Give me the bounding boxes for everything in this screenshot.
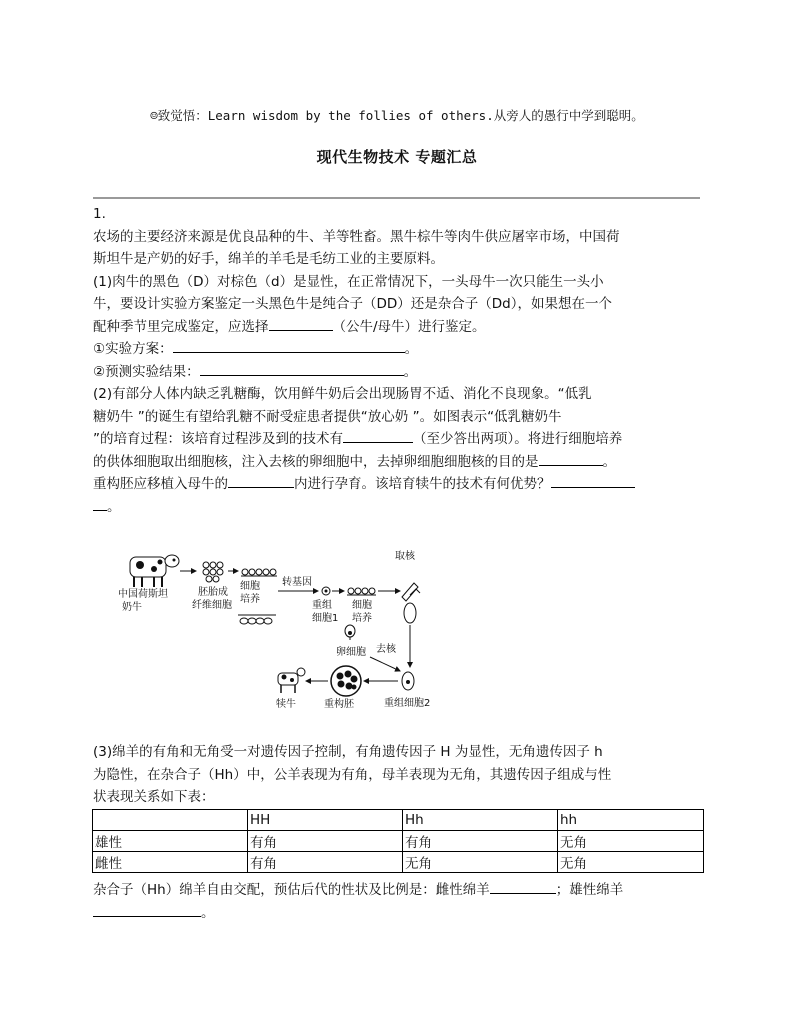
label-recombinant2: 重组细胞2 <box>384 698 431 709</box>
part2-line <box>93 451 701 474</box>
label-take-nucleus: 取核 <box>395 551 415 562</box>
label-egg: 卵细胞 <box>336 647 366 658</box>
part2-text: ”的培育过程：该培育过程涉及到的技术有 <box>93 431 343 447</box>
page-title: 现代生物技术 专题汇总 <box>316 148 478 166</box>
final-text: 杂合子（Hh）绵羊自由交配，预估后代的性状及比例是：雌性绵羊 <box>93 882 490 898</box>
answer-blank[interactable] <box>93 903 201 917</box>
label-transgene: 转基因 <box>282 577 312 588</box>
table-cell: 无角 <box>558 852 704 873</box>
cell-culture-icon <box>347 588 376 595</box>
part1-line <box>93 316 701 339</box>
table-row <box>93 831 704 852</box>
final-line <box>93 879 703 902</box>
part1-line: (1)肉牛的黑色（D）对棕色（d）是显性，在正常情况下，一头母牛一次只能生一头小 <box>93 273 604 290</box>
part2-text: （至少答出两项）。将进行细胞培养 <box>413 431 623 447</box>
answer-blank[interactable] <box>539 452 603 466</box>
nucleus-cell-icon <box>404 603 416 623</box>
question-number: 1. <box>93 206 106 222</box>
part2-line <box>93 428 701 451</box>
label-donor: 中国荷斯坦 <box>118 589 168 600</box>
part2-text: 重构胚应移植入母牛的 <box>93 476 228 492</box>
label-culture: 细胞 <box>240 581 260 592</box>
table-header-cell: HH <box>248 810 403 831</box>
label-embryo: 重构胚 <box>324 699 354 710</box>
table-header-cell: hh <box>558 810 704 831</box>
part1-text: 配种季节里完成鉴定，应选择 <box>93 318 269 335</box>
part2-line <box>93 496 701 519</box>
label-culture: 培养 <box>352 613 372 624</box>
nucleus-dot <box>406 680 410 684</box>
final-text: 。 <box>201 904 215 921</box>
final-text: ；雄性绵羊 <box>555 882 624 898</box>
table-cell: 雄性 <box>93 831 248 852</box>
part3-line: (3)绵羊的有角和无角受一对遗传因子控制，有角遗传因子 H 为显性，无角遗传因子 h <box>93 744 603 760</box>
part3-text <box>93 741 703 809</box>
dairy-cow-icon <box>130 555 179 587</box>
result-label: ②预测实验结果： <box>93 363 200 380</box>
label-fibroblast: 胚胎成 <box>198 587 228 598</box>
cloning-process-diagram <box>110 545 470 715</box>
genotype-table <box>92 809 704 873</box>
pipette-icon <box>402 583 420 601</box>
answer-blank[interactable] <box>551 474 635 488</box>
answer-blank[interactable] <box>490 880 556 894</box>
final-question <box>93 879 703 924</box>
calf-icon <box>278 668 305 693</box>
embryo-icon <box>331 666 361 696</box>
part2-line: (2)有部分人体内缺乏乳糖酶，饮用鲜牛奶后会出现肠胃不适、消化不良现象。“低乳 <box>93 386 592 402</box>
part3-line: 为隐性，在杂合子（Hh）中，公羊表现为有角，母羊表现为无角，其遗传因子组成与性 <box>93 766 612 783</box>
table-cell: 无角 <box>558 831 704 852</box>
part1-text: （公牛/母牛）进行鉴定。 <box>332 318 486 335</box>
table-cell: 有角 <box>248 831 403 852</box>
table-cell: 有角 <box>248 852 403 873</box>
title-divider <box>93 197 700 199</box>
final-line <box>93 902 703 925</box>
result-line <box>93 361 701 384</box>
intro-line: 农场的主要经济来源是优良品种的牛、羊等牲畜。黑牛棕牛等肉牛供应屠宰市场，中国荷 <box>93 228 620 245</box>
label-recombinant1: 重组 <box>312 600 332 611</box>
answer-blank[interactable] <box>269 317 333 331</box>
answer-blank[interactable] <box>173 339 405 353</box>
part2-line: 糖奶牛 ”的诞生有望给乳糖不耐受症患者提供“放心奶 ”。如图表示“低乳糖奶牛 <box>93 408 562 425</box>
question-body <box>93 203 701 518</box>
answer-blank[interactable] <box>200 362 404 376</box>
answer-blank[interactable] <box>343 429 413 443</box>
answer-blank[interactable] <box>93 497 107 511</box>
table-header-row <box>93 810 704 831</box>
table-cell: 无角 <box>403 852 558 873</box>
table-header-cell <box>93 810 248 831</box>
egg-nucleus-dot <box>348 631 352 635</box>
label-donor: 奶牛 <box>122 602 142 613</box>
part2-text: 内进行孕育。该培育犊牛的技术有何优势？ <box>294 476 551 492</box>
nucleus-dot <box>325 590 328 593</box>
part2-text: 。 <box>602 453 616 470</box>
table-cell: 雌性 <box>93 852 248 873</box>
plan-line <box>93 338 701 361</box>
label-recombinant1: 细胞1 <box>312 613 339 624</box>
label-culture: 培养 <box>240 594 260 605</box>
motto-line: ☺致觉悟：Learn wisdom by the follies of others.从旁人的愚行中学到聪明。 <box>150 108 644 123</box>
table-row <box>93 852 704 873</box>
label-fibroblast: 纤维细胞 <box>192 600 232 611</box>
answer-blank[interactable] <box>228 474 294 488</box>
part2-text: 。 <box>107 498 121 515</box>
result-end: 。 <box>403 363 418 380</box>
label-calf: 犊牛 <box>276 699 296 710</box>
table-cell: 有角 <box>403 831 558 852</box>
part2-line <box>93 473 701 496</box>
plan-end: 。 <box>404 341 419 357</box>
part2-text: 的供体细胞取出细胞核，注入去核的卵细胞中，去掉卵细胞细胞核的目的是 <box>93 453 539 470</box>
label-enucleate: 去核 <box>376 644 396 655</box>
fibroblast-cluster-icon <box>203 562 223 582</box>
part3-line: 状表现关系如下表： <box>93 789 215 805</box>
label-culture: 细胞 <box>352 600 372 611</box>
plan-label: ①实验方案： <box>93 341 173 357</box>
part1-line: 牛，要设计实验方案鉴定一头黑色牛是纯合子（DD）还是杂合子（Dd），如果想在一个 <box>93 296 613 312</box>
intro-line: 斯坦牛是产奶的好手，绵羊的羊毛是毛纺工业的主要原料。 <box>93 251 444 267</box>
table-header-cell: Hh <box>403 810 558 831</box>
